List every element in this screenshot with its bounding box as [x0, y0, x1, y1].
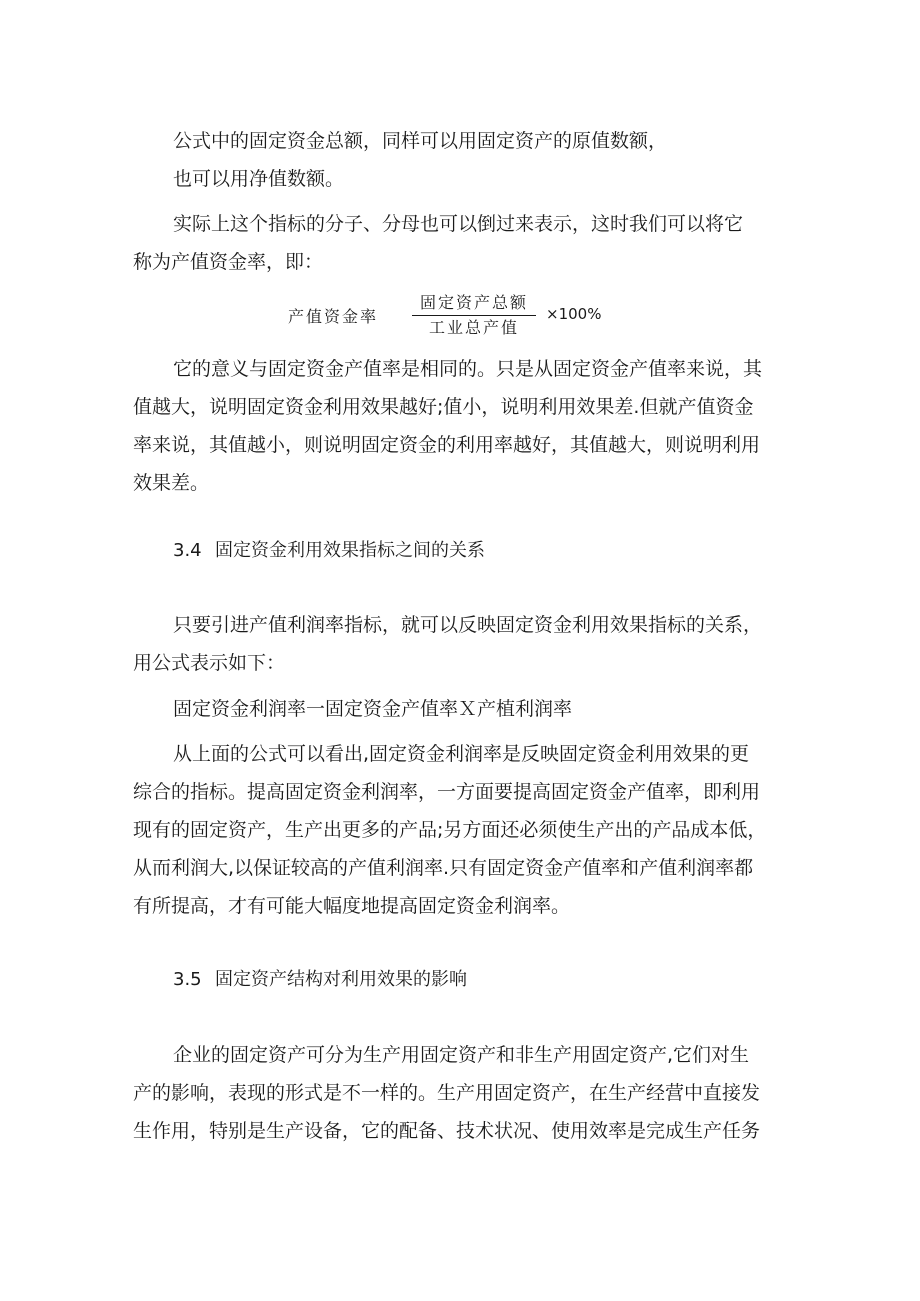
text-line: 只要引进产值利润率指标，就可以反映固定资金利用效果指标的关系， — [173, 614, 763, 636]
formula-text-line — [133, 690, 803, 728]
section-title: 固定资金利用效果指标之间的关系 — [215, 540, 485, 561]
text-line: 产的影响，表现的形式是不一样的。生产用固定资产，在生产经营中直接发 — [133, 1082, 761, 1104]
paragraph-inverse-ratio — [133, 205, 803, 281]
fraction-bar — [412, 315, 536, 316]
section-number: 3.5 — [173, 969, 202, 990]
paragraph-meaning — [133, 350, 803, 502]
text-line: 它的意义与固定资金产值率是相同的。只是从固定资金产值率来说，其 — [173, 358, 763, 380]
formula-fraction — [408, 292, 540, 339]
formula-lhs: 产值资金率 — [288, 307, 379, 326]
paragraph-profit-margin-intro — [133, 606, 803, 682]
text-line: 值越大，说明固定资金利用效果越好;值小，说明利用效果差.但就产值资金 — [133, 396, 754, 418]
text-line: 企业的固定资产可分为生产用固定资产和非生产用固定资产,它们对生 — [173, 1044, 750, 1066]
paragraph-fixed-capital-total — [133, 122, 803, 198]
text-line: 用公式表示如下： — [133, 652, 286, 674]
text-line: 现有的固定资产，生产出更多的产品;另方面还必须使生产出的产品成本低， — [133, 819, 767, 841]
text-line: 综合的指标。提高固定资金利润率，一方面要提高固定资金产值率，即利用 — [133, 781, 761, 803]
text-line: 有所提高，才有可能大幅度地提高固定资金利润率。 — [133, 895, 571, 917]
text-line: 效果差。 — [133, 472, 210, 494]
formula-multiplier: ×100% — [546, 305, 602, 323]
section-title: 固定资产结构对利用效果的影响 — [215, 969, 467, 990]
paragraph-asset-structure — [133, 1036, 803, 1150]
text-line: 固定资金利润率一固定资金产值率Ｘ产植利润率 — [173, 698, 573, 720]
formula-denominator: 工业总产值 — [428, 318, 519, 337]
text-line: 率来说，其值越小，则说明固定资金的利用率越好，其值越大，则说明利用 — [133, 434, 761, 456]
text-line: 生作用，特别是生产设备，它的配备、技术状况、使用效率是完成生产任务 — [133, 1120, 761, 1142]
formula-numerator: 固定资产总额 — [419, 293, 528, 312]
text-line: 也可以用净值数额。 — [173, 168, 345, 190]
text-line: 称为产值资金率，即： — [133, 251, 324, 273]
paragraph-comprehensive-indicator — [133, 735, 803, 925]
text-line: 从而利润大,以保证较高的产值利润率.只有固定资金产值率和产值利润率都 — [133, 857, 754, 879]
section-heading-3-4 — [173, 536, 485, 566]
section-heading-3-5 — [173, 965, 467, 995]
text-line: 公式中的固定资金总额，同样可以用固定资产的原值数额， — [173, 130, 668, 152]
formula-output-capital-ratio — [288, 292, 628, 340]
text-line: 实际上这个指标的分子、分母也可以倒过来表示，这时我们可以将它 — [173, 213, 744, 235]
section-number: 3.4 — [173, 540, 202, 561]
text-line: 从上面的公式可以看出,固定资金利润率是反映固定资金利用效果的更 — [173, 743, 750, 765]
